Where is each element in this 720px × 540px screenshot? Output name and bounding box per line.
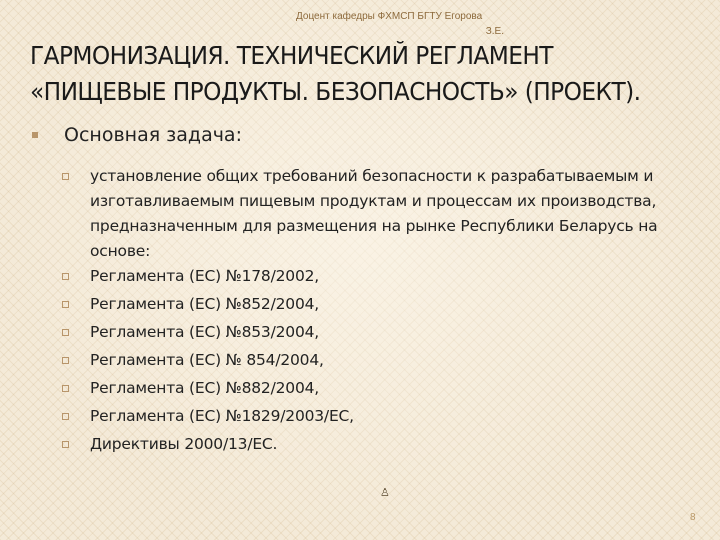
slide-title-line-1: ГАРМОНИЗАЦИЯ. ТЕХНИЧЕСКИЙ РЕГЛАМЕНТ (30, 41, 553, 70)
hollow-square-bullet-icon (62, 173, 69, 180)
hollow-square-bullet-icon (62, 273, 69, 280)
list-item-text: Регламента (ЕС) №178/2002, (90, 267, 319, 285)
hollow-square-bullet-icon (62, 329, 69, 336)
person-icon: ♙ (380, 486, 390, 499)
author-line-2: З.Е. (485, 26, 504, 37)
slide-number: 8 (690, 512, 696, 523)
hollow-square-bullet-icon (62, 301, 69, 308)
slide-title-line-2: «ПИЩЕВЫЕ ПРОДУКТЫ. БЕЗОПАСНОСТЬ» (ПРОЕКТ). (30, 77, 641, 106)
list-item-text: Регламента (ЕС) №882/2004, (90, 379, 319, 397)
hollow-square-bullet-icon (62, 413, 69, 420)
hollow-square-bullet-icon (62, 357, 69, 364)
hollow-square-bullet-icon (62, 385, 69, 392)
square-bullet-icon (32, 132, 38, 138)
author-line-1: Доцент кафедры ФХМСП БГТУ Егорова (296, 11, 483, 22)
main-point-label: Основная задача: (64, 124, 242, 146)
list-item-text: Директивы 2000/13/ЕС. (90, 435, 278, 453)
list-item-text: Регламента (ЕС) №1829/2003/ЕС, (90, 407, 354, 425)
list-item-text: Регламента (ЕС) №853/2004, (90, 323, 319, 341)
hollow-square-bullet-icon (62, 441, 69, 448)
list-item-text: установление общих требований безопасности к разрабатываемым и изготавливаемым пищевым продуктам и процессам их производства, предназначенным для размещения на рынке Республики Беларусь на основе: (90, 167, 658, 260)
list-item-text: Регламента (ЕС) № 854/2004, (90, 351, 324, 369)
list-item-text: Регламента (ЕС) №852/2004, (90, 295, 319, 313)
